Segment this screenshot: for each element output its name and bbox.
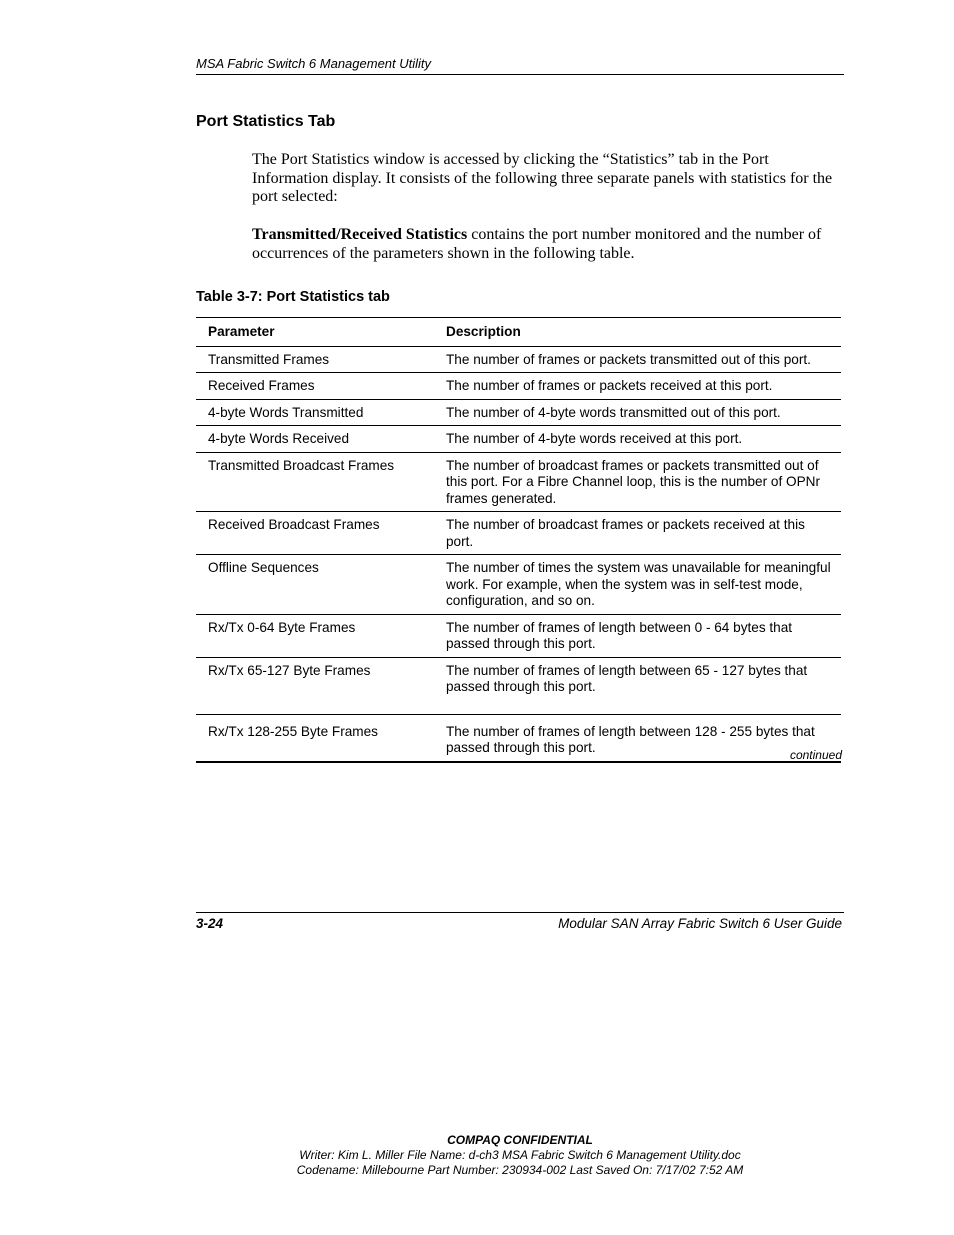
cell-description: The number of times the system was unavailable for meaningful work. For example, when the system was in self-test mode, configuration, and so on. — [434, 555, 841, 615]
cell-description: The number of frames of length between 65 - 127 bytes that passed through this port. — [434, 657, 841, 714]
table-row — [196, 657, 841, 714]
cell-description: The number of broadcast frames or packets received at this port. — [434, 512, 841, 555]
cell-description: The number of frames of length between 0 - 64 bytes that passed through this port. — [434, 614, 841, 657]
cell-parameter: 4-byte Words Received — [196, 426, 434, 453]
table-row — [196, 373, 841, 400]
continued-label: continued — [789, 748, 842, 762]
column-header-parameter: Parameter — [196, 318, 434, 347]
cell-description: The number of 4-byte words received at this port. — [434, 426, 841, 453]
page-number: 3-24 — [196, 916, 224, 931]
cell-description: The number of frames of length between 128 - 255 bytes that passed through this port. — [434, 714, 841, 762]
cell-description: The number of frames or packets transmitted out of this port. — [434, 346, 841, 373]
cell-parameter: Received Frames — [196, 373, 434, 400]
cell-parameter: Transmitted Broadcast Frames — [196, 452, 434, 512]
stats-paragraph-bold: Transmitted/Received Statistics — [252, 226, 468, 243]
section-title: Port Statistics Tab — [196, 113, 336, 130]
cell-parameter: Rx/Tx 0-64 Byte Frames — [196, 614, 434, 657]
guide-title: Modular SAN Array Fabric Switch 6 User Guide — [558, 916, 842, 931]
column-header-description: Description — [434, 318, 841, 347]
footer-rule — [196, 912, 844, 913]
intro-paragraph: The Port Statistics window is accessed by clicking the “Statistics” tab in the Port Information display. It consists of the following three separate panels with statistics for the port selected: — [252, 151, 833, 205]
confidential-writer-line: Writer: Kim L. Miller File Name: d-ch3 MSA Fabric Switch 6 Management Utility.doc — [299, 1148, 741, 1162]
confidential-notice — [196, 1133, 844, 1178]
table-row — [196, 512, 841, 555]
cell-parameter: Offline Sequences — [196, 555, 434, 615]
table-row — [196, 346, 841, 373]
table-row — [196, 399, 841, 426]
cell-description: The number of frames or packets received at this port. — [434, 373, 841, 400]
table-row — [196, 452, 841, 512]
table-header-row — [196, 318, 841, 347]
running-header: MSA Fabric Switch 6 Management Utility — [196, 56, 844, 75]
confidential-title: COMPAQ CONFIDENTIAL — [447, 1133, 593, 1147]
cell-parameter: Rx/Tx 65-127 Byte Frames — [196, 657, 434, 714]
table-row — [196, 555, 841, 615]
table-row — [196, 426, 841, 453]
stats-paragraph-rest: contains the port number monitored and the number of occurrences of the parameters shown in the following table. — [252, 226, 822, 262]
confidential-codename-line: Codename: Millebourne Part Number: 230934-002 Last Saved On: 7/17/02 7:52 AM — [296, 1163, 744, 1177]
cell-parameter: Rx/Tx 128-255 Byte Frames — [196, 714, 434, 762]
port-statistics-table — [196, 317, 841, 763]
cell-description: The number of 4-byte words transmitted out of this port. — [434, 399, 841, 426]
stats-paragraph — [252, 226, 842, 263]
cell-parameter: Transmitted Frames — [196, 346, 434, 373]
cell-description: The number of broadcast frames or packets transmitted out of this port. For a Fibre Channel loop, this is the number of OPNr frames generated. — [434, 452, 841, 512]
cell-parameter: Received Broadcast Frames — [196, 512, 434, 555]
cell-parameter: 4-byte Words Transmitted — [196, 399, 434, 426]
table-caption: Table 3-7: Port Statistics tab — [196, 289, 390, 305]
table-row — [196, 614, 841, 657]
